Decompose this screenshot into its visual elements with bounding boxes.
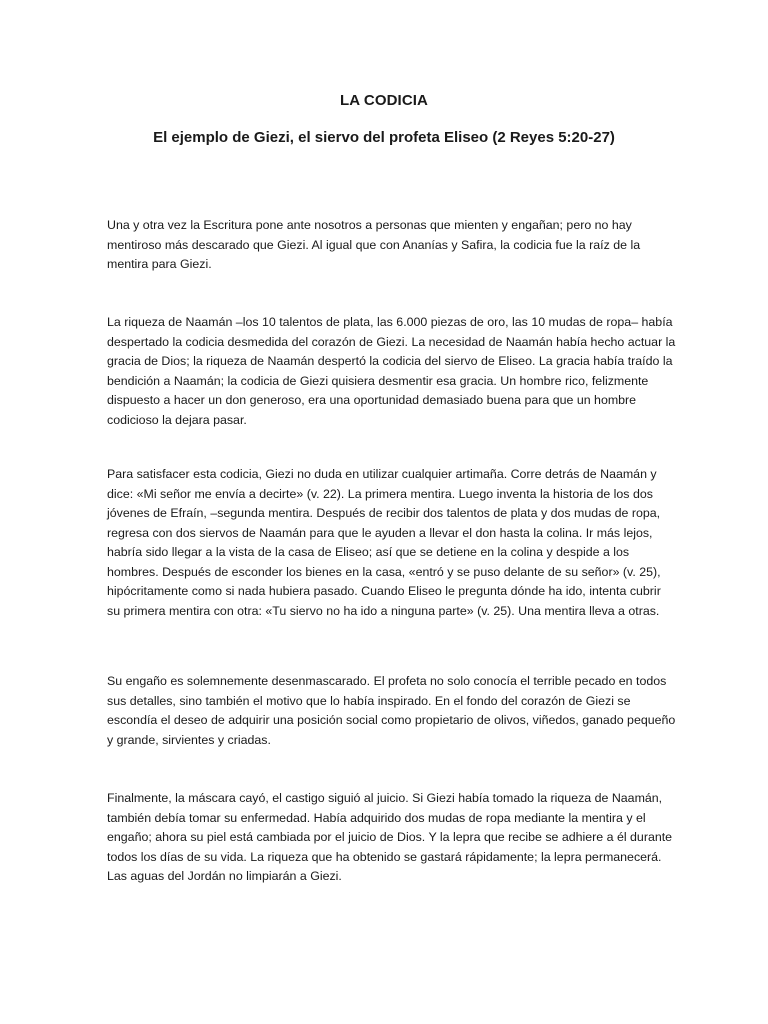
paragraph-5: Finalmente, la máscara cayó, el castigo siguió al juicio. Si Giezi había tomado la riqueza de Naamán, también debía tomar su enfermedad. Había adquirido dos mudas de ropa mediante la mentira y el engaño; ahora su piel está cambiada por el juicio de Dios. Y la lepra que recibe se adhiere a él durante todos los días de su vida. La riqueza que ha obtenido se gastará rápidamente; la lepra permanecerá. Las aguas del Jordán no limpiarán a Giezi.	[107, 791, 673, 883]
paragraph-1: Una y otra vez la Escritura pone ante nosotros a personas que mienten y engañan; pero no hay mentiroso más descarado que Giezi. Al igual que con Ananías y Safira, la codicia fue la raíz de la mentira para Giezi.	[107, 218, 641, 271]
paragraph-3: Para satisfacer esta codicia, Giezi no duda en utilizar cualquier artimaña. Corre detrás de Naamán y dice: «Mi señor me envía a decirte» (v. 22). La primera mentira. Luego inventa la historia de los dos jóvenes de Efraín, –segunda mentira. Después de recibir dos talentos de plata y dos mudas de ropa, regresa con dos siervos de Naamán para que le ayuden a llevar el don hasta la colina. Ir más lejos, habría sido llegar a la vista de la casa de Eliseo; así que se detiene en la colina y despide a los hombres. Después de esconder los bienes en la casa, «entró y se puso delante de su señor» (v. 25), hipócritamente como si nada hubiera pasado. Cuando Eliseo le pregunta dónde ha ido, intenta cubrir su primera mentira con otra: «Tu siervo no ha ido a ninguna parte» (v. 25). Una mentira lleva a otras.	[107, 467, 661, 618]
document-subtitle: El ejemplo de Giezi, el siervo del profeta Eliseo (2 Reyes 5:20-27)	[153, 129, 615, 146]
document-title: LA CODICIA	[340, 92, 428, 109]
paragraph-2: La riqueza de Naamán –los 10 talentos de plata, las 6.000 piezas de oro, las 10 mudas de ropa– había despertado la codicia desmedida del corazón de Giezi. La necesidad de Naamán había hecho actuar la gracia de Dios; la riqueza de Naamán despertó la codicia del siervo de Eliseo. La gracia había traído la bendición a Naamán; la codicia de Giezi quisiera desmentir esa gracia. Un hombre rico, felizmente dispuesto a hacer un don generoso, era una oportunidad demasiado buena para que un hombre codicioso la dejara pasar.	[107, 315, 676, 427]
paragraph-4: Su engaño es solemnemente desenmascarado. El profeta no solo conocía el terrible pecado en todos sus detalles, sino también el motivo que lo había inspirado. En el fondo del corazón de Giezi se escondía el deseo de adquirir una posición social como propietario de olivos, viñedos, ganado pequeño y grande, sirvientes y criadas.	[107, 674, 676, 747]
